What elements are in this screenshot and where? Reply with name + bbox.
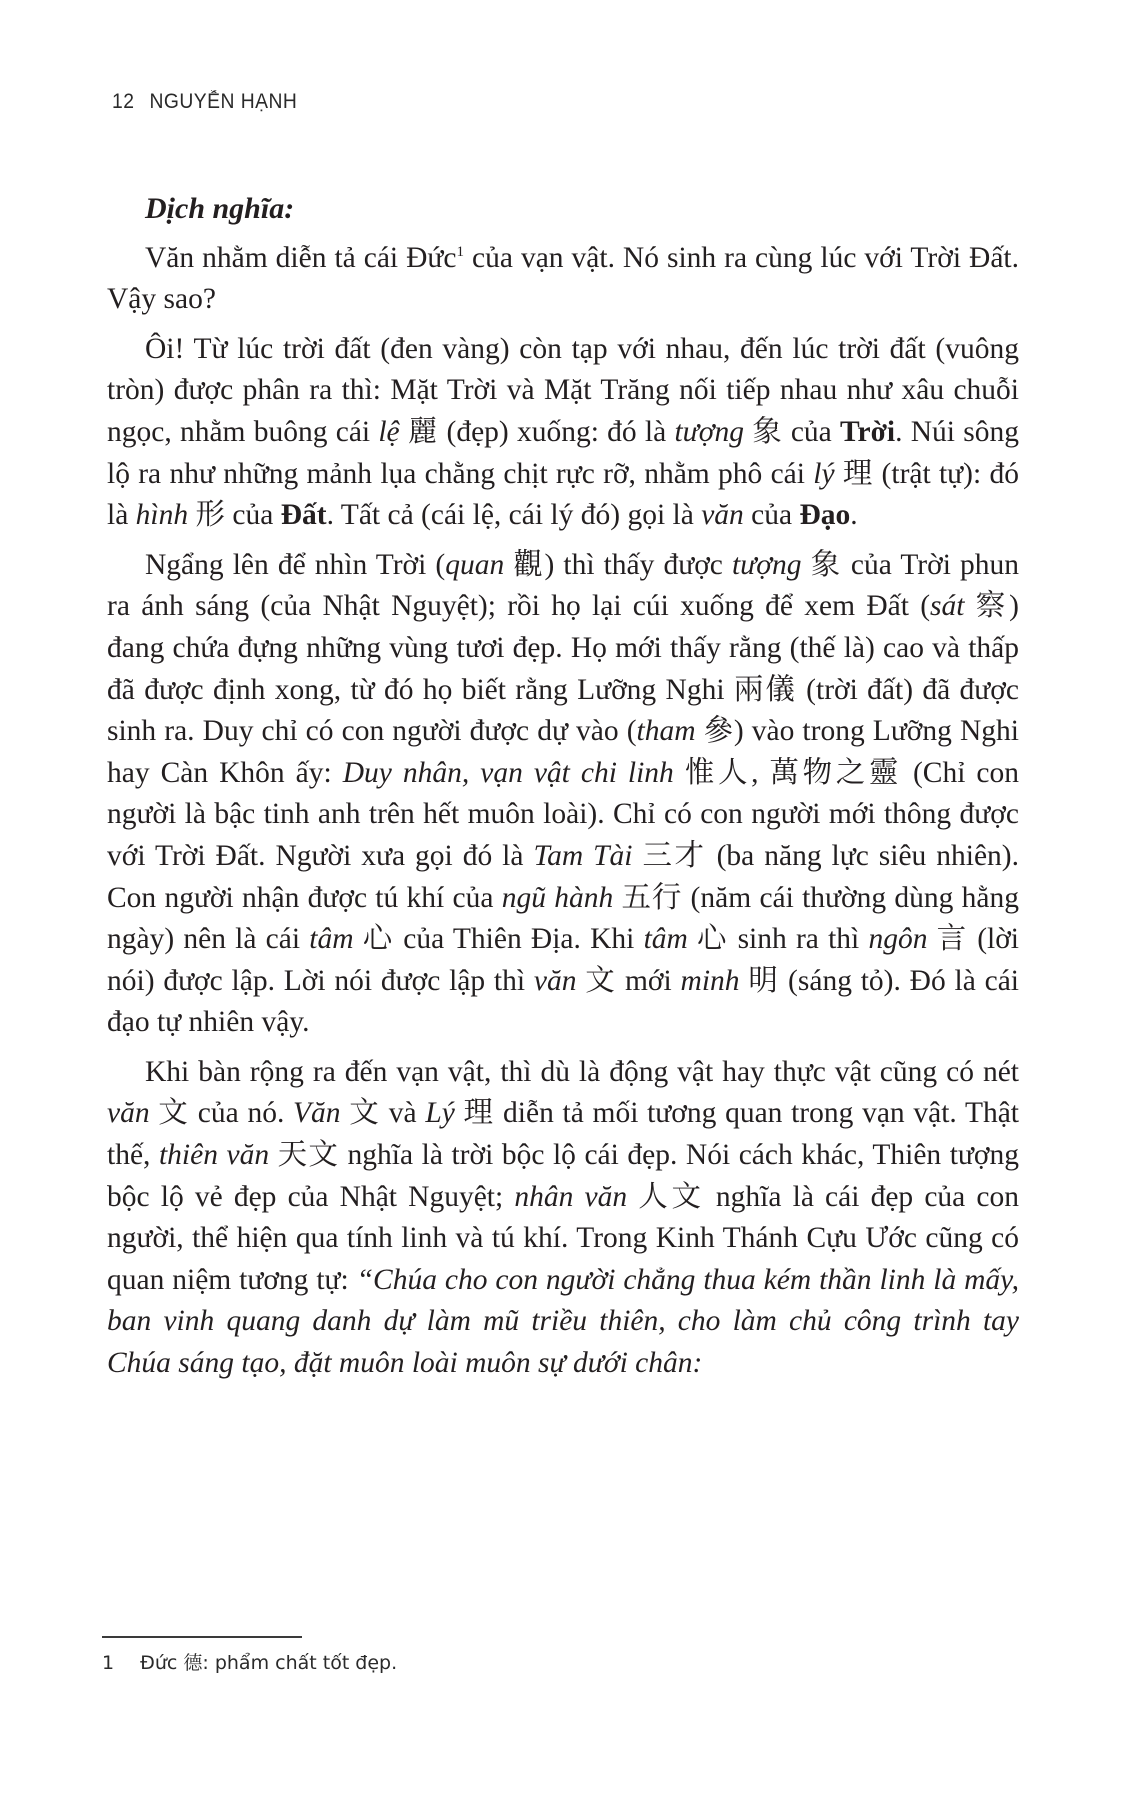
footnote-text: Đức 德: phẩm chất tốt đẹp. [140,1652,398,1674]
running-title: NGUYỄN HẠNH [149,90,298,113]
segment: của [743,499,800,532]
segment: lý [813,457,835,490]
segment: 形 của [188,499,281,532]
segment: 天文 nghĩa là trời bộc lộ cái đẹp. Nói cách khác, Thiên tượng bộc lộ vẻ đẹp của Nhật Nguyệt; [107,1139,1019,1213]
paragraph [107,1052,1019,1385]
segment: Đạo [799,499,851,532]
segment: . Núi sông lộ ra như những mảnh lụa chằng chịt rực rỡ, nhằm phô cái [107,415,1019,490]
segment: ngôn [868,923,928,956]
segment: 象 của [743,415,841,448]
segment: Khi bàn rộng ra đến vạn vật, thì dù là động vật hay thực vật cũng có nét [145,1055,1019,1088]
segment: 三才 (ba năng lực siêu nhiên). Con người nhận được tú khí của [107,839,1019,914]
segment: văn [107,1097,150,1130]
segment: 文 mới [576,964,681,997]
segment: tâm [309,923,354,956]
segment: 惟人, 萬物之靈 (Chỉ con người là bậc tinh anh trên hết muôn loài). Chỉ có con người mới thông được với Trời Đất. Người xưa gọi đó là [107,756,1019,872]
segment: Trời [840,415,896,448]
segment: 明 (sáng tỏ). Đó là cái đạo tự nhiên vậy. [107,964,1019,1039]
segment: 象 của Trời phun ra ánh sáng (của Nhật Nguyệt); rồi họ lại cúi xuống để xem Đất ( [107,548,1019,623]
segment: văn [701,499,744,532]
footnote-ref: 1 [456,243,465,260]
paragraph [107,329,1019,537]
segment: sát [930,590,965,623]
segment: hình [135,499,189,532]
segment: . [850,499,858,532]
segment: 文 và [340,1097,426,1130]
segment: của vạn vật. Nó sinh ra cùng lúc với Trời Đất. Vậy sao? [107,241,1019,316]
segment: Văn [293,1097,341,1130]
segment: Ngẩng lên để nhìn Trời ( [145,548,446,581]
segment: . Tất cả (cái lệ, cái lý đó) gọi là [326,499,702,532]
section-heading: Dịch nghĩa: [145,192,295,225]
segment: 人文 nghĩa là cái đẹp của con người, thể hiện qua tính linh và tú khí. Trong Kinh Thánh Cựu Ước cũng có quan niệm tương tự: [107,1180,1020,1296]
segment: Lý [425,1097,455,1130]
segment: Ôi! Từ lúc trời đất (đen vàng) còn tạp với nhau, đến lúc trời đất (vuông tròn) được phân ra thì: Mặt Trời và Mặt Trăng nối tiếp nhau như xâu chuỗi ngọc, nhằm buông cái [107,332,1019,448]
paragraphs [107,238,1019,1385]
segment: ngũ hành [501,881,614,914]
segment: “Chúa cho con người chẳng thua kém thần linh là mấy, ban vinh quang danh dự làm mũ triều thiên, cho làm chủ công trình tay Chúa sáng tạo, đặt muôn loài muôn sự dưới chân: [107,1263,1019,1380]
segment: 參) vào trong Lưỡng Nghi hay Càn Khôn ấy: [107,715,1019,789]
segment: 言 (lời nói) được lập. Lời nói được lập thì [107,923,1020,997]
segment: 文 của nó. [149,1097,294,1130]
segment: minh [680,964,740,997]
segment: 心 của Thiên Địa. Khi [353,923,644,956]
paragraph [107,545,1019,1044]
segment: thiên văn [158,1139,270,1172]
segment: tượng [674,415,744,448]
segment: tâm [643,923,688,956]
segment: tham [636,715,696,748]
segment: 理 diễn tả mối tương quan trong vạn vật. Thật thế, [107,1097,1020,1172]
page-number: 12 [112,90,135,113]
footnote-divider [102,1636,302,1638]
running-header [112,90,297,114]
segment: 觀) thì thấy được [504,548,732,581]
segment: 察) đang chứa đựng những vùng tươi đẹp. Họ mới thấy rằng (thế là) cao và thấp đã được định xong, từ đó họ biết rằng Lưỡng Nghi 兩儀 (trời đất) đã được sinh ra. Duy chỉ có con người được dự vào ( [107,590,1019,748]
segment: quan [445,548,505,581]
segment: lệ [378,415,400,448]
paragraph [107,238,1019,321]
segment: 理 (trật tự): đó là [107,457,1019,532]
segment: 麗 (đẹp) xuống: đó là [399,415,675,448]
body-text [107,188,1019,1393]
segment: Văn nhằm diễn tả cái Đức [145,241,457,274]
segment: nhân văn [514,1180,628,1213]
segment: Tam Tài [533,839,633,872]
segment: Duy nhân, vạn vật chi linh [342,756,674,789]
segment: văn [533,964,577,997]
footnote-1 [102,1648,397,1675]
segment: 五行 (năm cái thường dùng hằng ngày) nên là cái [107,881,1020,956]
segment: 心 sinh ra thì [687,923,869,956]
segment: Đất [280,499,327,532]
footnote-number: 1 [102,1652,115,1674]
segment: tượng [731,548,802,581]
